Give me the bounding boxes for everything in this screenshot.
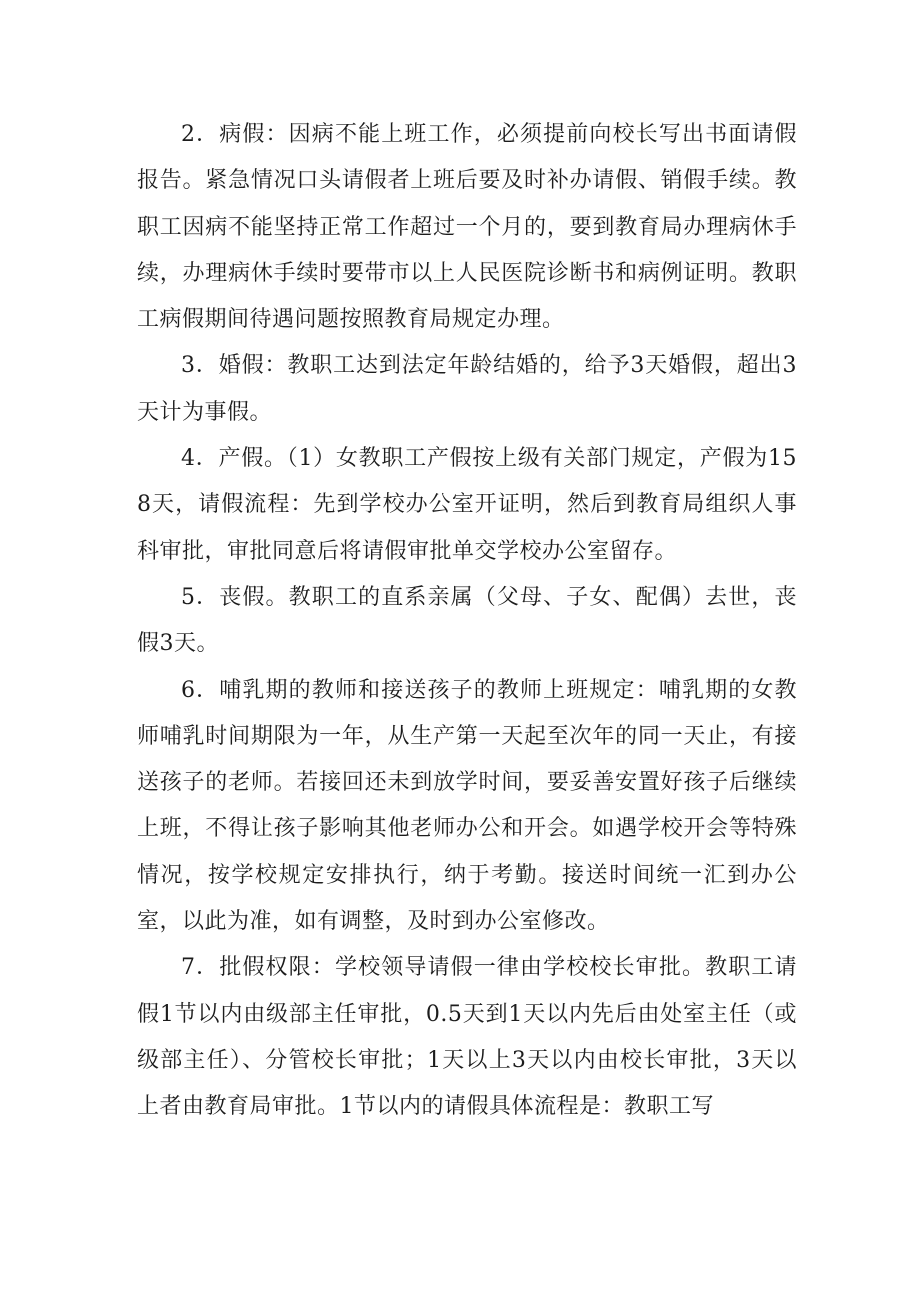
paragraph-marriage-leave: 3．婚假：教职工达到法定年龄结婚的，给予3天婚假，超出3天计为事假。 — [137, 353, 797, 425]
paragraph-sick-leave: 2．病假：因病不能上班工作，必须提前向校长写出书面请假报告。紧急情况口头请假者上班后要及时补办请假、销假手续。教职工因病不能坚持正常工作超过一个月的，要到教育局办理病休手续，办理病休手续时要带市以上人民医院诊断书和病例证明。教职工病假期间待遇问题按照教育局规定办理。 — [137, 122, 797, 333]
paragraph-maternity-leave: 4．产假。（1）女教职工产假按上级有关部门规定，产假为158天，请假流程：先到学校办公室开证明，然后到教育局组织人事科审批，审批同意后将请假审批单交学校办公室留存。 — [137, 446, 797, 564]
document-body — [137, 112, 797, 1131]
paragraph-nursing-period: 6．哺乳期的教师和接送孩子的教师上班规定：哺乳期的女教师哺乳时间期限为一年，从生产第一天起至次年的同一天止，有接送孩子的老师。若接回还未到放学时间，要妥善安置好孩子后继续上班，不得让孩子影响其他老师办公和开会。如遇学校开会等特殊情况，按学校规定安排执行，纳于考勤。接送时间统一汇到办公室，以此为准，如有调整，及时到办公室修改。 — [137, 677, 797, 935]
paragraph-bereavement-leave: 5．丧假。教职工的直系亲属（父母、子女、配偶）去世，丧假3天。 — [137, 584, 797, 657]
paragraph-approval-authority: 7．批假权限：学校领导请假一律由学校校长审批。教职工请假1节以内由级部主任审批，0.5天到1天以内先后由处室主任（或级部主任）、分管校长审批；1天以上3天以内由校长审批，3天以上者由教育局审批。1节以内的请假具体流程是：教职工写 — [137, 955, 797, 1120]
